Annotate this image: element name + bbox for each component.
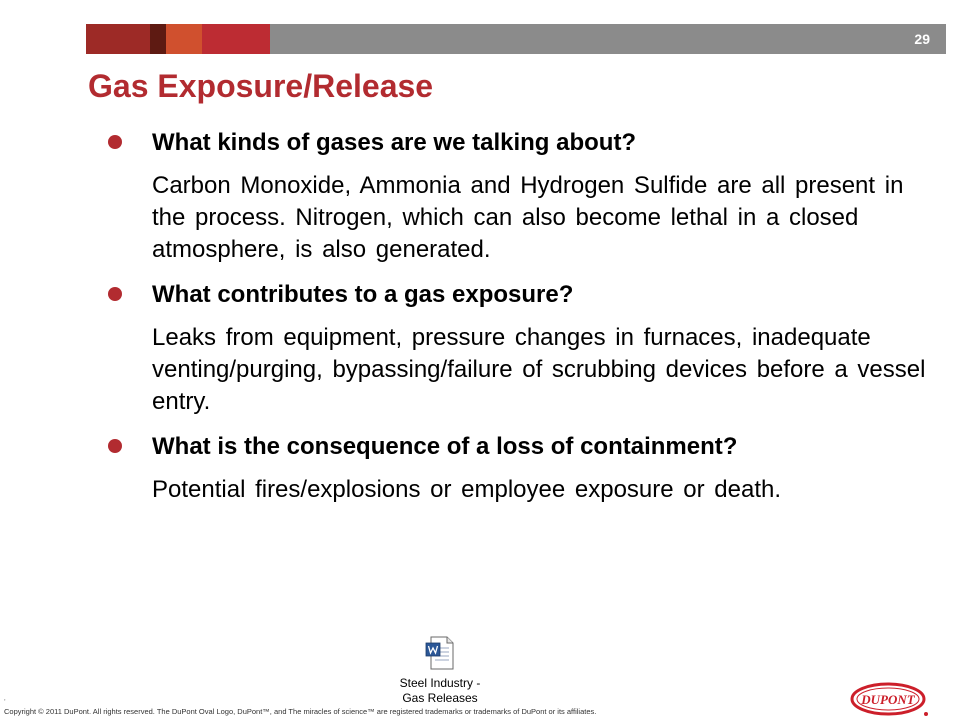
- slide-title: Gas Exposure/Release: [88, 68, 434, 104]
- bullet-question: [108, 280, 938, 310]
- header-bar: [86, 24, 946, 54]
- header-bar-segment: [166, 24, 202, 54]
- header-bar-gray: [270, 24, 946, 54]
- question-text: What contributes to a gas exposure?: [152, 281, 574, 308]
- copyright-notice: Copyright © 2011 DuPont. All rights reserved. The DuPont Oval Logo, DuPont™, and The miracles of science™ are registered trademarks or trademarks of DuPont or its affiliates.: [4, 707, 597, 716]
- word-document-icon: [425, 636, 455, 670]
- header-bar-segment: [202, 24, 270, 54]
- question-text: What kinds of gases are we talking about?: [152, 129, 637, 156]
- page-number: 29: [914, 31, 930, 47]
- question-text: What is the consequence of a loss of containment?: [152, 433, 738, 460]
- dupont-logo: [850, 680, 930, 718]
- slide-content: [108, 128, 938, 520]
- bullet-icon: [108, 287, 122, 301]
- bullet-question: [108, 432, 938, 462]
- embedded-file-name: Steel Industry -: [399, 676, 481, 690]
- header-bar-segment: [86, 24, 150, 54]
- header-bar-segment: [150, 24, 166, 54]
- answer-text: Leaks from equipment, pressure changes in furnaces, inadequate venting/purging, bypassing/failure of scrubbing devices before a vessel entry.: [152, 324, 926, 415]
- logo-text: DUPONT: [861, 692, 915, 707]
- bullet-icon: [108, 135, 122, 149]
- answer-text: Carbon Monoxide, Ammonia and Hydrogen Sulfide are all present in the process. Nitrogen, which can also become lethal in a closed atmosphere, is also generated.: [152, 172, 904, 263]
- embedded-document[interactable]: [380, 636, 500, 706]
- answer-text: Potential fires/explosions or employee exposure or death.: [152, 476, 782, 503]
- embedded-file-name: Gas Releases: [402, 691, 478, 705]
- footer-mark: ,: [4, 696, 6, 702]
- bullet-icon: [108, 439, 122, 453]
- bullet-question: [108, 128, 938, 158]
